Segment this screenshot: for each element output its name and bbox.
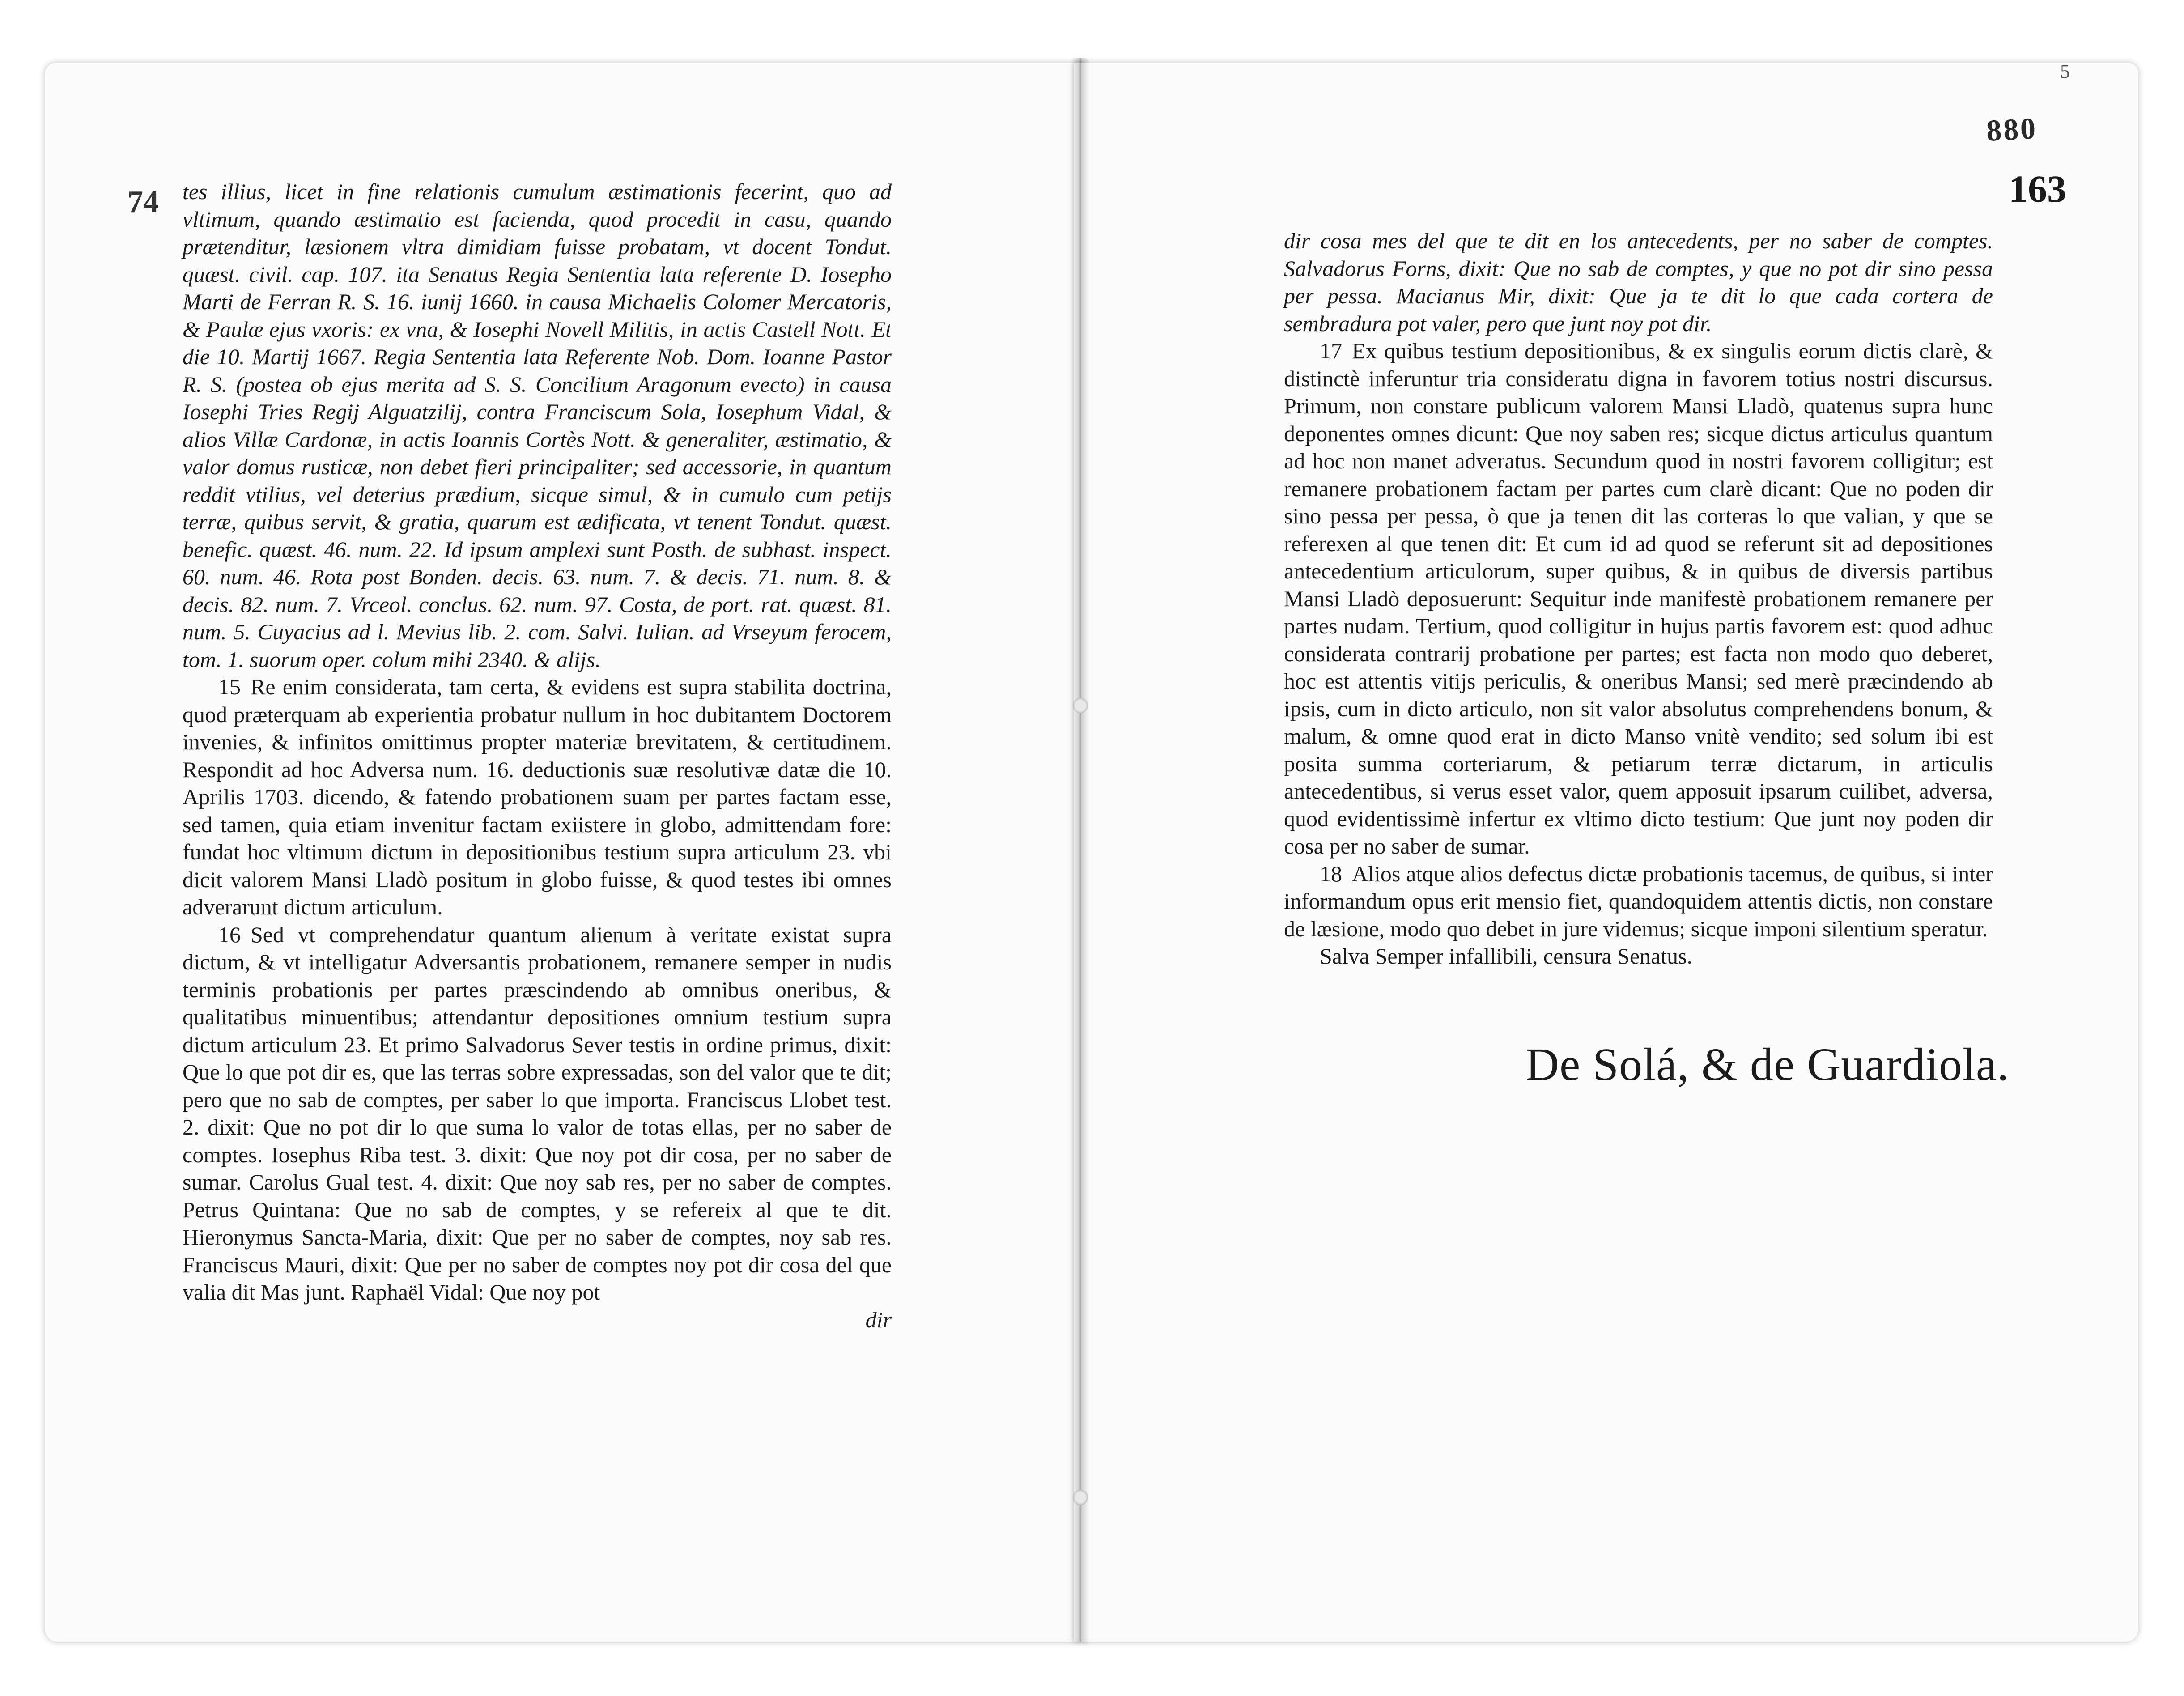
paragraph-text: Sed vt comprehendatur quantum alienum à veritate existat supra dictum, & vt intelligatur Adversantis probationem, remanere semper in nudis terminis probationis per partes præscindendo ab omnibus oneribus, & qualitatibus minuentibus; attendantur depositiones omnium testium supra dictum articulum 23. Et primo Salvadorus Sever testis in ordine primus, dixit: Que lo que pot dir es, que las terras sobre expressadas, son del valor que te dit; pero que no sab de comptes, per saber lo que importa. Franciscus Llobet test. 2. dixit: Que no pot dir lo que suma lo valor de totas ellas, per no saber de comptes. Iosephus Riba test. 3. dixit: Que noy pot dir cosa, per no saber de sumar. Carolus Gual test. 4. dixit: Que noy sab res, per no saber de comptes. Petrus Quintana: Que no sab de comptes, y se refereix al que te dit. Hieronymus Sancta-Maria, dixit: Que per no saber de comptes, noy sab res. Franciscus Mauri, dixit: Que per no saber de comptes noy pot dir cosa del que valia dit Mas junt. Raphaël Vidal: Que noy pot xyxy=(183,922,892,1305)
book-spine xyxy=(1071,58,1089,1642)
paragraph-15 xyxy=(183,673,892,921)
binding-hole xyxy=(1073,1490,1088,1505)
paragraph-continuation: tes illius, licet in fine relationis cumulum æstimationis fecerint, quo ad vltimum, quando æstimatio est facienda, quod procedit in casu, quando prætenditur, læsionem vltra dimidiam fuisse probatam, vt docent Tondut. quæst. civil. cap. 107. ita Senatus Regia Sententia lata referente D. Iosepho Marti de Ferran R. S. 16. iunij 1660. in causa Michaelis Colomer Mercatoris, & Paulæ ejus vxoris: ex vna, & Iosephi Novell Militis, in actis Castell Nott. Et die 10. Martij 1667. Regia Sententia lata Referente Nob. Dom. Ioanne Pastor R. S. (postea ob ejus merita ad S. S. Concilium Aragonum evecto) in causa Iosephi Tries Regij Alguatzilij, contra Franciscum Sola, Iosephum Vidal, & alios Villæ Cardonæ, in actis Ioannis Cortès Nott. & generaliter, æstimatio, & valor domus rusticæ, non debet fieri principaliter; sed accessorie, in quantum reddit vtilius, vel deterius prædium, sicque simul, & in cumulo cum petijs terræ, quibus servit, & gratia, quarum est ædificata, vt tenent Tondut. quæst. benefic. quæst. 46. num. 22. Id ipsum amplexi sunt Posth. de subhast. inspect. 60. num. 46. Rota post Bonden. decis. 63. num. 7. & decis. 71. num. 8. & decis. 82. num. 7. Vrceol. conclus. 62. num. 97. Costa, de port. rat. quæst. 81. num. 5. Cuyacius ad l. Mevius lib. 2. com. Salvi. Iulian. ad Vrseyum ferocem, tom. 1. suorum oper. colum mihi 2340. & alijs. xyxy=(183,179,892,672)
catchword: dir xyxy=(865,1307,892,1332)
paragraph-text: Alios atque alios defectus dictæ probationis tacemus, de quibus, si inter informandum opus erit mensio fiet, quandoquidem attentis dictis, non constare de læsione, modo quo debet in jure videmus; sicque imponi silentium speratur. xyxy=(1284,861,1993,941)
binding-hole xyxy=(1073,698,1088,713)
paragraph-16 xyxy=(183,921,892,1306)
closing-formula: Salva Semper infallibili, censura Senatus. xyxy=(1320,944,1693,969)
paragraph-text: Re enim considerata, tam certa, & evidens est supra stabilita doctrina, quod præterquam ab experientia probatur nullum in hoc dubitantem Doctorem invenies, & infinitos omittimus propter materiæ brevitatem, & certitudinem. Respondit ad hoc Adversa num. 16. deductionis suæ resolutivæ datæ die 10. Aprilis 1703. dicendo, & fatendo probationem suam per partes factam esse, sed tamen, quia etiam invenitur factam exiistere in globo, admittendam fore: fundat hoc vltimum dictum in depositionibus testium supra articulum 23. vbi dicit valorem Mansi Lladò positum in globo fuisse, & quod testes ibi omnes adverarunt dictum articulum. xyxy=(183,674,892,919)
paragraph-number: 16 xyxy=(218,922,241,947)
left-margin-mark: 74 xyxy=(127,185,159,219)
paragraph-17 xyxy=(1284,337,1993,860)
right-text-column xyxy=(1284,227,1993,970)
paragraph-continuation: dir cosa mes del que te dit en los antecedents, per no saber de comptes. Salvadorus Forns, dixit: Que no sab de comptes, y que no pot dir sino pessa per pessa. Macianus Mir, dixit: Que ja te dit lo que cada corterа de sembradura pot valer, pero que junt noy pot dir. xyxy=(1284,228,1993,336)
paragraph-number: 17 xyxy=(1320,338,1342,363)
paragraph-number: 18 xyxy=(1320,861,1342,886)
signature: De Solá, & de Guardiola. xyxy=(1525,1039,2010,1090)
paragraph-number: 15 xyxy=(218,674,241,699)
folio-number: 163 xyxy=(2009,167,2066,210)
paragraph-18 xyxy=(1284,860,1993,943)
folio-stamp: 880 xyxy=(1985,111,2038,148)
left-text-column xyxy=(183,178,892,1334)
folio-small-mark: 5 xyxy=(2060,60,2070,82)
paragraph-text: Ex quibus testium depositionibus, & ex singulis eorum dictis clarè, & distinctè inferuntur tria consideratu digna in favorem totius nostri discursus. Primum, non constare publicum valorem Mansi Lladò, quatenus supra hunc deponentes omnes dicunt: Que noy saben res; sicque dictus articulus quantum ad hoc non manet adveratus. Secundum quod in nostri favorem colligitur; est remanere probationem factam per partes cum clarè dicant: Que no poden dir sino pessa per pessa, ò que ja tenen dit las corteras lo que valian, y que se referexen al que tenen dit: Et cum id ad quod se referunt sit ad depositiones antecedentium articulorum, super quibus, & in quibus de diversis partibus Mansi Lladò deposuerunt: Sequitur inde manifestè probationem remanere per partes nudam. Tertium, quod colligitur in hujus partis favorem est: quod adhuc considerata contrarij probatione per partes; est facta non modo quo deberet, hoc est attentis vitijs periculis, & oneribus Mansi; sed merè præcindendo ab ipsis, cum in dicto articulo, non sit valor absolutus comprehendens bonum, & malum, & omne quod erat in dicto Manso vnitè vendito; sed solum ibi est posita summa corteriarum, & petiarum terræ dictarum, in articulis antecedentibus, si verus esset valor, quem apposuit ipsarum cuilibet, adversa, quod evidentissimè infertur ex vltimo dicto testium: Que junt noy poden dir cosa per no saber de sumar. xyxy=(1284,338,1993,859)
